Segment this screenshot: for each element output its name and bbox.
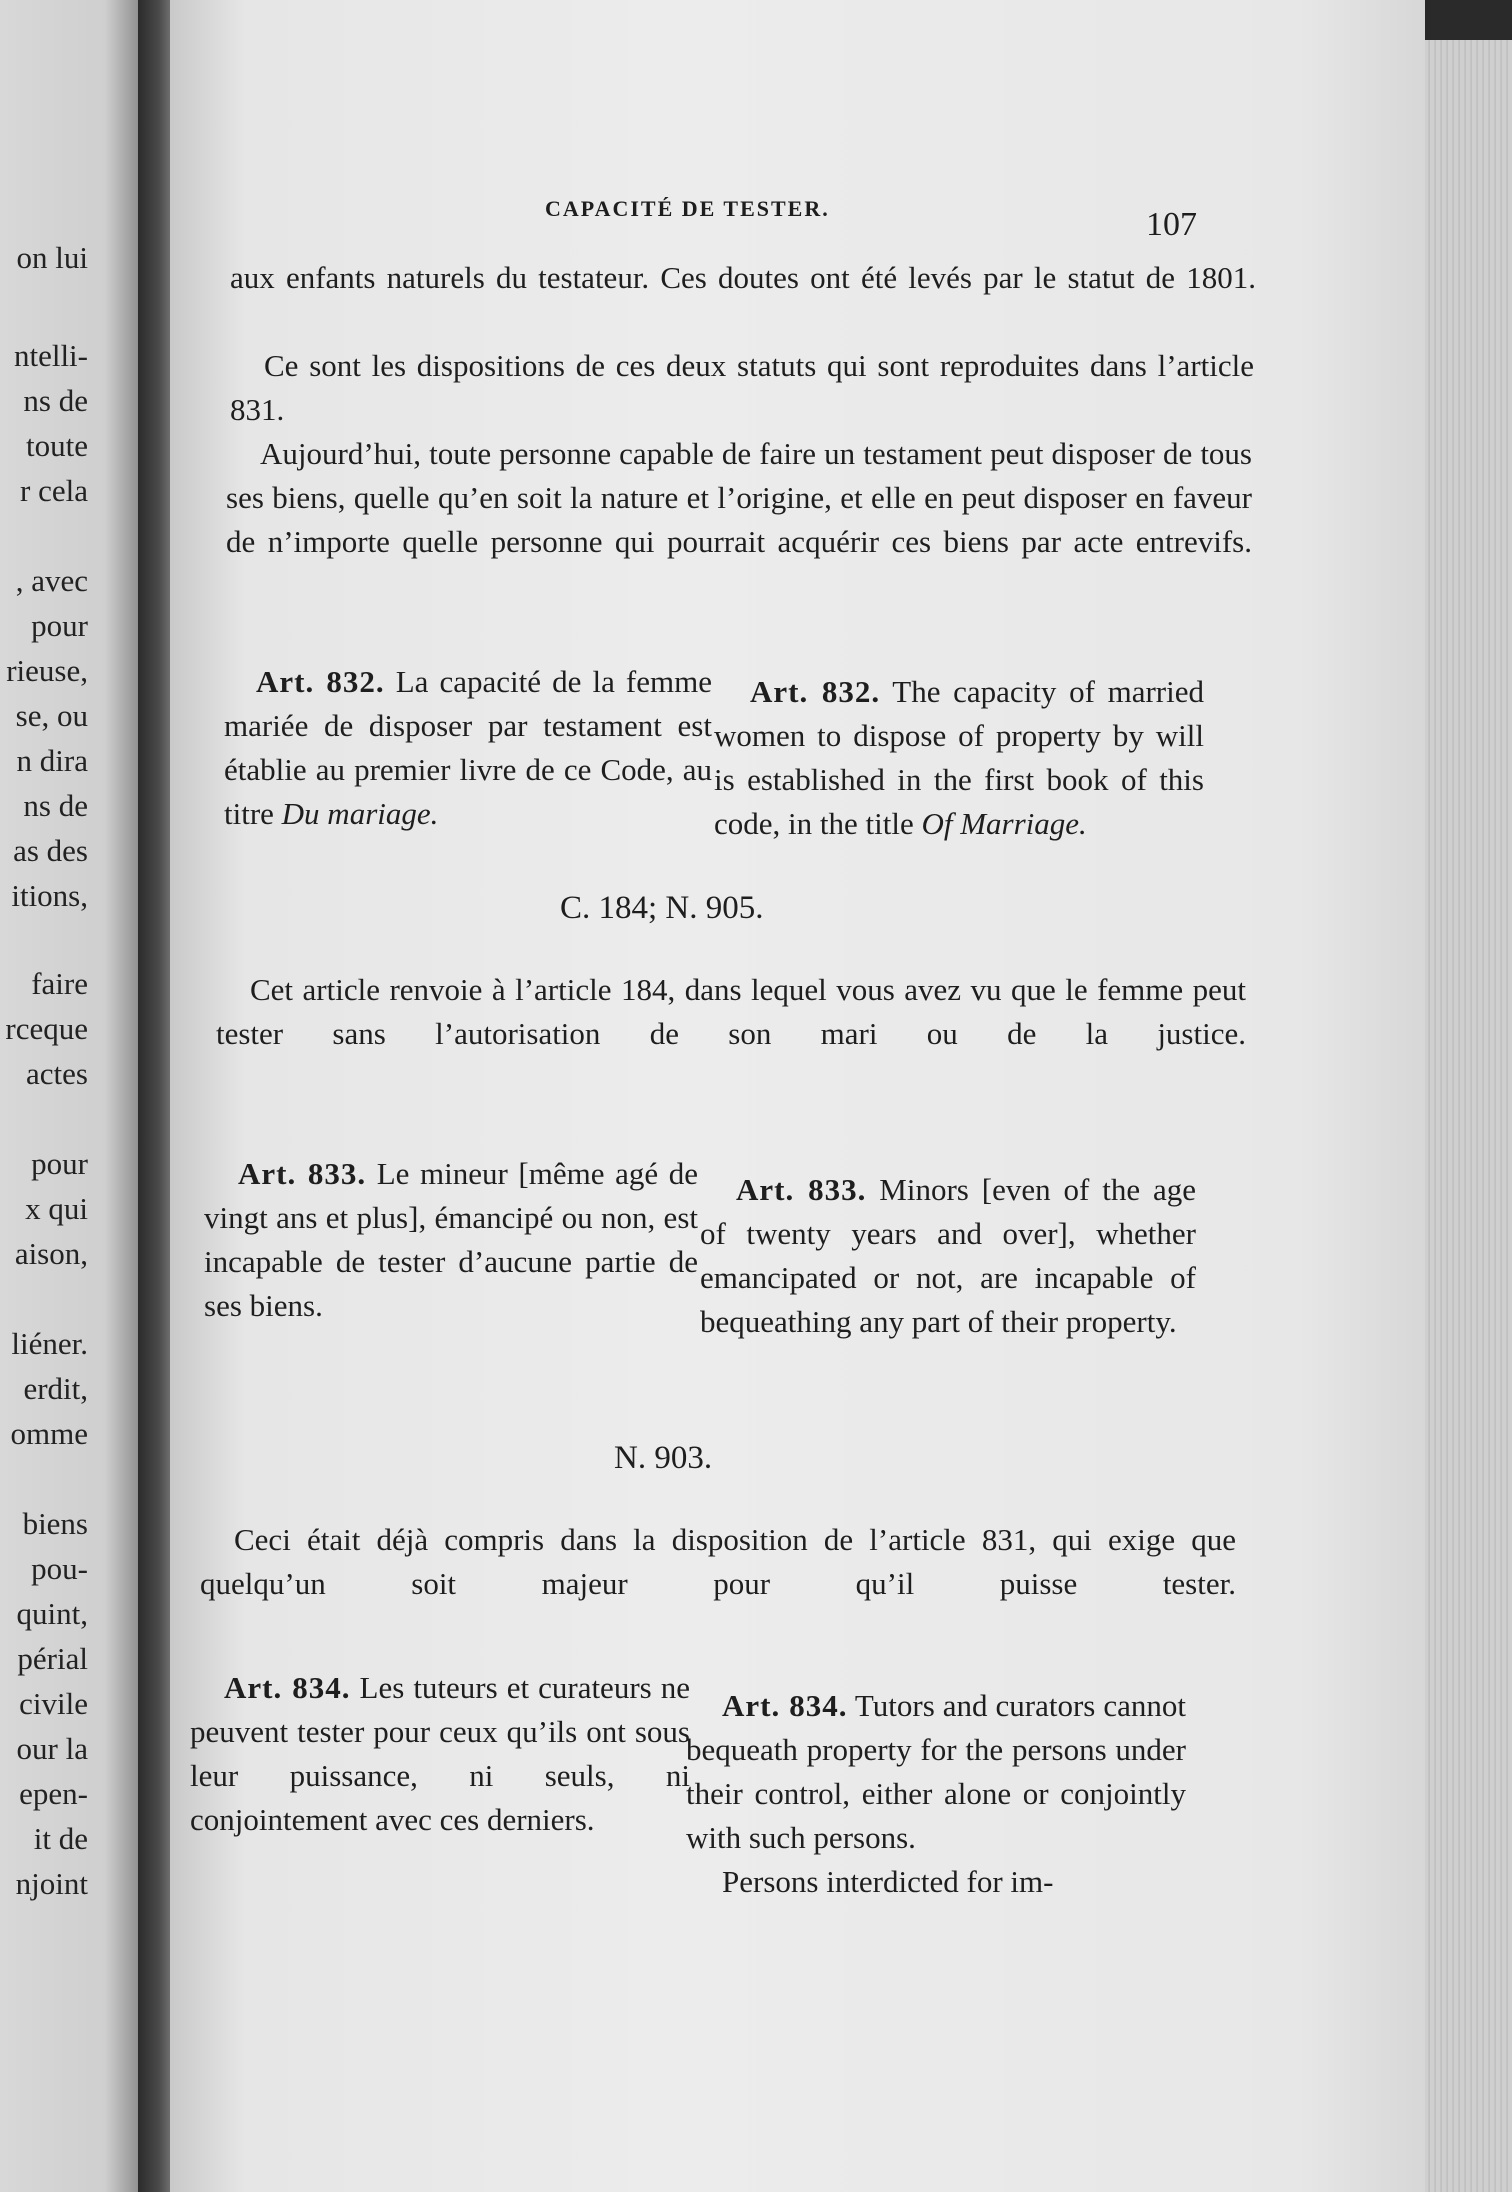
- article-833-english-label: Art. 833.: [736, 1172, 867, 1207]
- article-834-english-text: Tutors and curators cannot bequeath property for the persons under their control, either alone or conjointly with such persons.: [686, 1688, 1186, 1855]
- facing-page-fragment: liéner.: [11, 1326, 88, 1361]
- facing-page-fragment: périal: [17, 1641, 88, 1676]
- article-834-french: [190, 1666, 690, 1842]
- facing-page-fragment: itions,: [11, 878, 88, 913]
- article-832-french-title: Du mariage.: [281, 796, 439, 831]
- facing-page-fragment: njoint: [15, 1866, 88, 1901]
- facing-page-fragment: toute: [26, 428, 88, 463]
- facing-page-fragment: ns de: [23, 383, 88, 418]
- facing-page-fragment: faire: [31, 966, 88, 1001]
- article-834-english: [686, 1684, 1186, 1904]
- facing-page-fragment: n dira: [16, 743, 88, 778]
- facing-page-fragment: ns de: [23, 788, 88, 823]
- facing-page-fragment: civile: [19, 1686, 88, 1721]
- facing-page-fragment: r cela: [20, 473, 88, 508]
- facing-page-fragment: pour: [31, 608, 88, 643]
- article-834-english-continuation: Persons interdicted for im-: [722, 1864, 1054, 1899]
- page-stack-edge: [1425, 40, 1512, 2192]
- facing-page-fragment: on lui: [16, 240, 88, 275]
- article-832-french-label: Art. 832.: [256, 664, 385, 699]
- facing-page-fragment: , avec: [15, 563, 88, 598]
- facing-page-fragment: our la: [16, 1731, 88, 1766]
- book-page: [170, 0, 1425, 2192]
- article-832-english: [714, 670, 1204, 846]
- article-832-french-text: La capacité de la femme mariée de disposer par testament est établie au premier livre de ce Code, au titre: [224, 664, 712, 831]
- facing-page-fragment: as des: [13, 833, 88, 868]
- article-834-french-label: Art. 834.: [224, 1670, 351, 1705]
- facing-page-fragment: x qui: [25, 1191, 88, 1226]
- facing-page-fragment: ntelli-: [13, 338, 88, 373]
- facing-page-fragment: quint,: [16, 1596, 88, 1631]
- facing-page-fragment: rceque: [5, 1011, 88, 1046]
- paragraph-today: Aujourd’hui, toute personne capable de faire un testament peut disposer de tous ses biens, quelle qu’en soit la nature et l’origine, et elle en peut disposer en faveur de n’importe quelle personne qui pourrait acquérir ces biens par acte entrevifs.: [226, 436, 1252, 559]
- article-832-english-title: Of Marriage.: [921, 806, 1087, 841]
- paragraph-continuation: aux enfants naturels du testateur. Ces doutes ont été levés par le statut de 1801.: [230, 260, 1256, 295]
- article-834-english-label: Art. 834.: [722, 1688, 848, 1723]
- article-833-english: [700, 1168, 1196, 1344]
- article-832-french: [224, 660, 712, 836]
- facing-page-fragment: rieuse,: [6, 653, 88, 688]
- facing-page-fragment: it de: [33, 1821, 88, 1856]
- article-832-english-label: Art. 832.: [750, 674, 881, 709]
- facing-page-fragment: epen-: [19, 1776, 88, 1811]
- paragraph-commentary-832: Cet article renvoie à l’article 184, dans lequel vous avez vu que le femme peut tester sans l’autorisation de son mari ou de la justice.: [216, 972, 1246, 1051]
- facing-page-fragment: erdit,: [23, 1371, 88, 1406]
- article-832-english-text: The capacity of married women to dispose of property by will is established in the first book of this code, in the title: [714, 674, 1204, 841]
- article-833-french: [204, 1152, 698, 1328]
- facing-page-fragment: omme: [10, 1416, 88, 1451]
- article-833-english-text: Minors [even of the age of twenty years and over], whether emancipated or not, are incapable of bequeathing any part of their property.: [700, 1172, 1196, 1339]
- facing-page-fragment: pou-: [31, 1551, 88, 1586]
- facing-page-fragment: se, ou: [15, 698, 88, 733]
- article-832-reference: C. 184; N. 905.: [560, 890, 764, 926]
- facing-page-fragment: pour: [31, 1146, 88, 1181]
- facing-page-fragment: aison,: [14, 1236, 88, 1271]
- article-834-french-text: Les tuteurs et curateurs ne peuvent tester pour ceux qu’ils ont sous leur puissance, ni seuls, ni conjointement avec ces derniers.: [190, 1670, 690, 1837]
- facing-page-fragment: biens: [22, 1506, 88, 1541]
- article-833-reference: N. 903.: [614, 1440, 713, 1476]
- paragraph-statutes: Ce sont les dispositions de ces deux statuts qui sont reproduites dans l’article 831.: [230, 348, 1254, 427]
- page-number: 107: [1146, 206, 1197, 243]
- facing-page-margin: [0, 0, 150, 2192]
- running-head: CAPACITÉ DE TESTER.: [545, 196, 830, 221]
- facing-page-fragment: actes: [26, 1056, 88, 1091]
- paragraph-commentary-833: Ceci était déjà compris dans la disposition de l’article 831, qui exige que quelqu’un soit majeur pour qu’il puisse tester.: [200, 1522, 1236, 1601]
- article-833-french-text: Le mineur [même agé de vingt ans et plus], émancipé ou non, est incapable de tester d’aucune partie de ses biens.: [204, 1156, 698, 1323]
- article-833-french-label: Art. 833.: [238, 1156, 367, 1191]
